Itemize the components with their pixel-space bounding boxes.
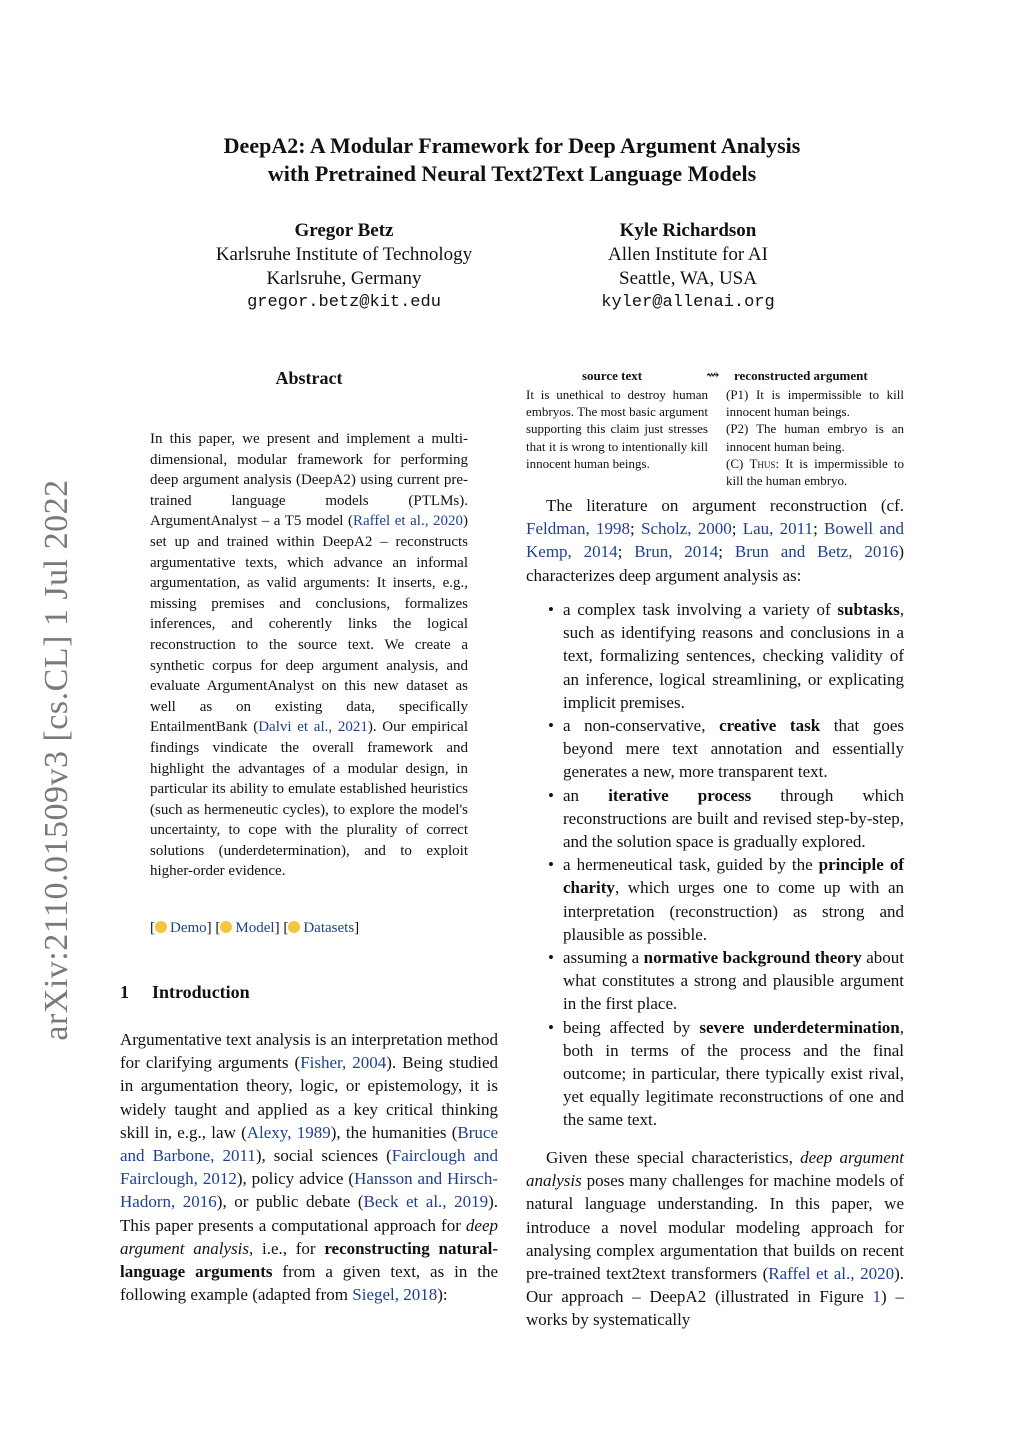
citation-link[interactable]: Beck et al., 2019: [363, 1192, 489, 1212]
intro-paragraph: [120, 1028, 498, 1306]
body-text: The literature on argument reconstruction (cf.: [546, 496, 904, 515]
body-text: an: [563, 785, 609, 805]
body-text: ) characterizes deep argument analysis as:: [526, 542, 904, 585]
section-title: Introduction: [152, 982, 250, 1002]
bold-text: severe underdetermination: [699, 1017, 900, 1037]
body-text: about what constitutes a strong and plausible argument in the first place.: [563, 948, 904, 1014]
author-location: Seattle, WA, USA: [619, 268, 757, 289]
abstract-text: ). Our empirical findings vindicate the overall framework and highlight the advantages of a modular design, in particular its ability to emulate established heuristics (such as hermeneutic cycles), to explore the model's uncertainty, to cope with the plurality of correct solutions (underdetermination), and to exploit higher-order evidence.: [150, 719, 468, 880]
reconstructed-argument-label: reconstructed argument: [734, 368, 868, 383]
literature-paragraph: [526, 494, 904, 587]
citation-link[interactable]: Feldman, 1998: [526, 519, 630, 539]
body-text: ). This paper presents a computational approach for: [120, 1192, 499, 1235]
abstract-heading: Abstract: [275, 368, 343, 388]
author-location: Karlsruhe, Germany: [266, 268, 422, 289]
author-block-2: [548, 219, 828, 315]
body-text: , both in terms of the process and the final outcome; in particular, there typically exist rival, yet equally legitimate reconstructions of one and the same text.: [563, 1017, 904, 1130]
citation-link[interactable]: Lau, 2011: [742, 519, 814, 539]
approach-paragraph: [526, 1146, 904, 1332]
author-name: Gregor Betz: [294, 220, 394, 241]
citation-link[interactable]: Alexy, 1989: [246, 1122, 331, 1142]
datasets-link[interactable]: Datasets: [303, 920, 355, 936]
body-text: a hermeneutical task, guided by the: [563, 855, 819, 875]
body-text: ), policy advice (: [236, 1169, 355, 1189]
citation-link[interactable]: Bowell and Kemp, 2014: [526, 519, 904, 562]
separator: ;: [617, 542, 635, 562]
section-number: 1: [120, 982, 129, 1002]
abstract-body: [150, 429, 468, 882]
citation-link[interactable]: Scholz, 2000: [640, 519, 732, 539]
citation-link[interactable]: Brun, 2014: [634, 542, 719, 562]
separator: ;: [718, 542, 735, 562]
separator: ;: [630, 519, 641, 539]
author-email[interactable]: gregor.betz@kit.edu: [247, 293, 441, 312]
body-text: through which reconstructions are built and revised step-by-step, and the solution space is gradually explored.: [563, 785, 905, 852]
bold-text: reconstructing natural-language arguments: [120, 1238, 498, 1282]
body-text: ) – works by systematically: [526, 1287, 904, 1330]
leads-to-arrow: ⇝: [706, 367, 720, 384]
example-source-text: It is unethical to destroy human embryos. The most basic argument supporting this claim just stresses that it is wrong to intentionally kill innocent human beings.: [526, 387, 708, 471]
body-text: ). Our approach – DeepA2 (illustrated in Figure: [526, 1264, 904, 1307]
body-text: being affected by: [563, 1017, 700, 1037]
citation-link[interactable]: Raffel et al., 2020: [353, 513, 464, 530]
abstract-text: In this paper, we present and implement a multi-dimensional, modular framework for performing deep argument analysis (DeepA2) using current pre-trained language models (PTLMs). ArgumentAnalyst – a T5 model (: [150, 431, 468, 530]
figure-reference[interactable]: 1: [872, 1287, 882, 1307]
premise-2: (P2) The human embryo is an innocent human being.: [726, 421, 904, 454]
citation-link[interactable]: Brun and Betz, 2016: [734, 542, 899, 562]
resource-links: [ Demo] [ Model] [ Datasets]: [150, 920, 360, 936]
model-link[interactable]: Model: [235, 920, 275, 936]
body-text: Argumentative text analysis is an interpretation method for clarifying arguments (: [120, 1030, 498, 1073]
citation-link[interactable]: Hansson and Hirsch-Hadorn, 2016: [120, 1169, 498, 1212]
list-item: [526, 598, 904, 714]
author-block-1: [194, 219, 494, 315]
body-text: , i.e., for: [249, 1238, 325, 1258]
paper-title: [0, 132, 1024, 188]
author-affiliation: Allen Institute for AI: [608, 244, 768, 265]
abstract-text: ) set up and trained within DeepA2 – reconstructs argumentative texts, which advance an informal argumentation, as valid arguments: It inserts, e.g., missing premises and conclusions, formalizes inferences, and coherently links the logical reconstruction to the source text. We create a synthetic corpus for deep argument analysis, and evaluate ArgumentAnalyst on this new dataset as well as on existing data, specifically EntailmentBank (: [150, 513, 469, 736]
citation-link[interactable]: Siegel, 2018: [352, 1285, 438, 1305]
body-text: ):: [437, 1285, 448, 1305]
citation-link[interactable]: Raffel et al., 2020: [768, 1264, 895, 1284]
list-item: [526, 853, 904, 946]
bold-text: creative task: [719, 716, 821, 736]
body-text: ), the humanities (: [330, 1122, 458, 1142]
author-affiliation: Karlsruhe Institute of Technology: [215, 244, 473, 265]
body-text: assuming a: [563, 948, 644, 968]
arxiv-identifier: arXiv:2110.01509v3 [cs.CL] 1 Jul 2022: [38, 479, 75, 1041]
bold-text: subtasks: [837, 600, 900, 619]
body-text: a complex task involving a variety of: [563, 600, 838, 619]
example-argument: [726, 386, 904, 489]
citation-link[interactable]: Dalvi et al., 2021: [258, 719, 368, 736]
citation-link[interactable]: Fairclough and Fairclough, 2012: [120, 1146, 498, 1189]
body-text: Given these special characteristics,: [546, 1148, 801, 1167]
list-item: [526, 1016, 904, 1132]
demo-link[interactable]: Demo: [170, 920, 207, 936]
author-name: Kyle Richardson: [619, 220, 757, 241]
hugging-face-icon: [155, 921, 167, 933]
hugging-face-icon: [288, 921, 300, 933]
body-text: from a given text, as in the following example (adapted from: [120, 1262, 498, 1305]
citation-link[interactable]: Bruce and Barbone, 2011: [120, 1122, 498, 1166]
emphasis-text: deep argument analysis: [120, 1215, 498, 1258]
emphasis-text: deep argument analysis: [526, 1148, 904, 1191]
separator: ;: [731, 519, 743, 539]
thus-keyword: Thus: [749, 455, 776, 471]
list-item: [526, 714, 904, 784]
citation-link[interactable]: Fisher, 2004: [300, 1053, 387, 1073]
author-email[interactable]: kyler@allenai.org: [601, 293, 775, 312]
conclusion-text: : It is impermissible to kill the human embryo.: [726, 455, 904, 489]
bold-text: principle of charity: [563, 855, 904, 898]
body-text: that goes beyond mere text annotation and essentially generates a new, more transparent text.: [563, 716, 904, 782]
bold-text: normative background theory: [643, 948, 862, 968]
characteristics-list: [526, 598, 904, 1132]
bold-text: iterative process: [608, 785, 752, 805]
separator: ;: [813, 519, 825, 539]
body-text: , which urges one to come up with an interpretation (reconstruction) as strong and plausible as possible.: [563, 878, 904, 944]
conclusion: [726, 455, 904, 489]
body-text: ), or public debate (: [216, 1192, 364, 1212]
title-line-1: DeepA2: A Modular Framework for Deep Argument Analysis: [223, 133, 801, 158]
conclusion-label: (C): [726, 455, 750, 471]
body-text: ), social sciences (: [255, 1146, 392, 1166]
body-text: ). Being studied in argumentation theory, logic, or epistemology, it is widely taught and applied as a key critical thinking skill in, e.g., law (: [120, 1053, 498, 1142]
list-item: [526, 946, 904, 1016]
body-text: , such as identifying reasons and conclusions in a text, formalizing sentences, checking validity of an inference, logical streamlining, or explicating implicit premises.: [563, 600, 904, 712]
body-text: poses many challenges for machine models of natural language understanding. In this paper, we introduce a novel modular modeling approach for analysing complex argumentation that builds on recent pre-trained text2text transformers (: [526, 1171, 904, 1284]
premise-1: (P1) It is impermissible to kill innocent human beings.: [726, 387, 904, 420]
source-text-label: source text: [582, 368, 643, 383]
title-line-2: with Pretrained Neural Text2Text Language Models: [267, 161, 757, 186]
list-item: [526, 784, 904, 854]
body-text: a non-conservative,: [563, 716, 720, 736]
section-heading: [120, 982, 250, 1003]
hugging-face-icon: [220, 921, 232, 933]
